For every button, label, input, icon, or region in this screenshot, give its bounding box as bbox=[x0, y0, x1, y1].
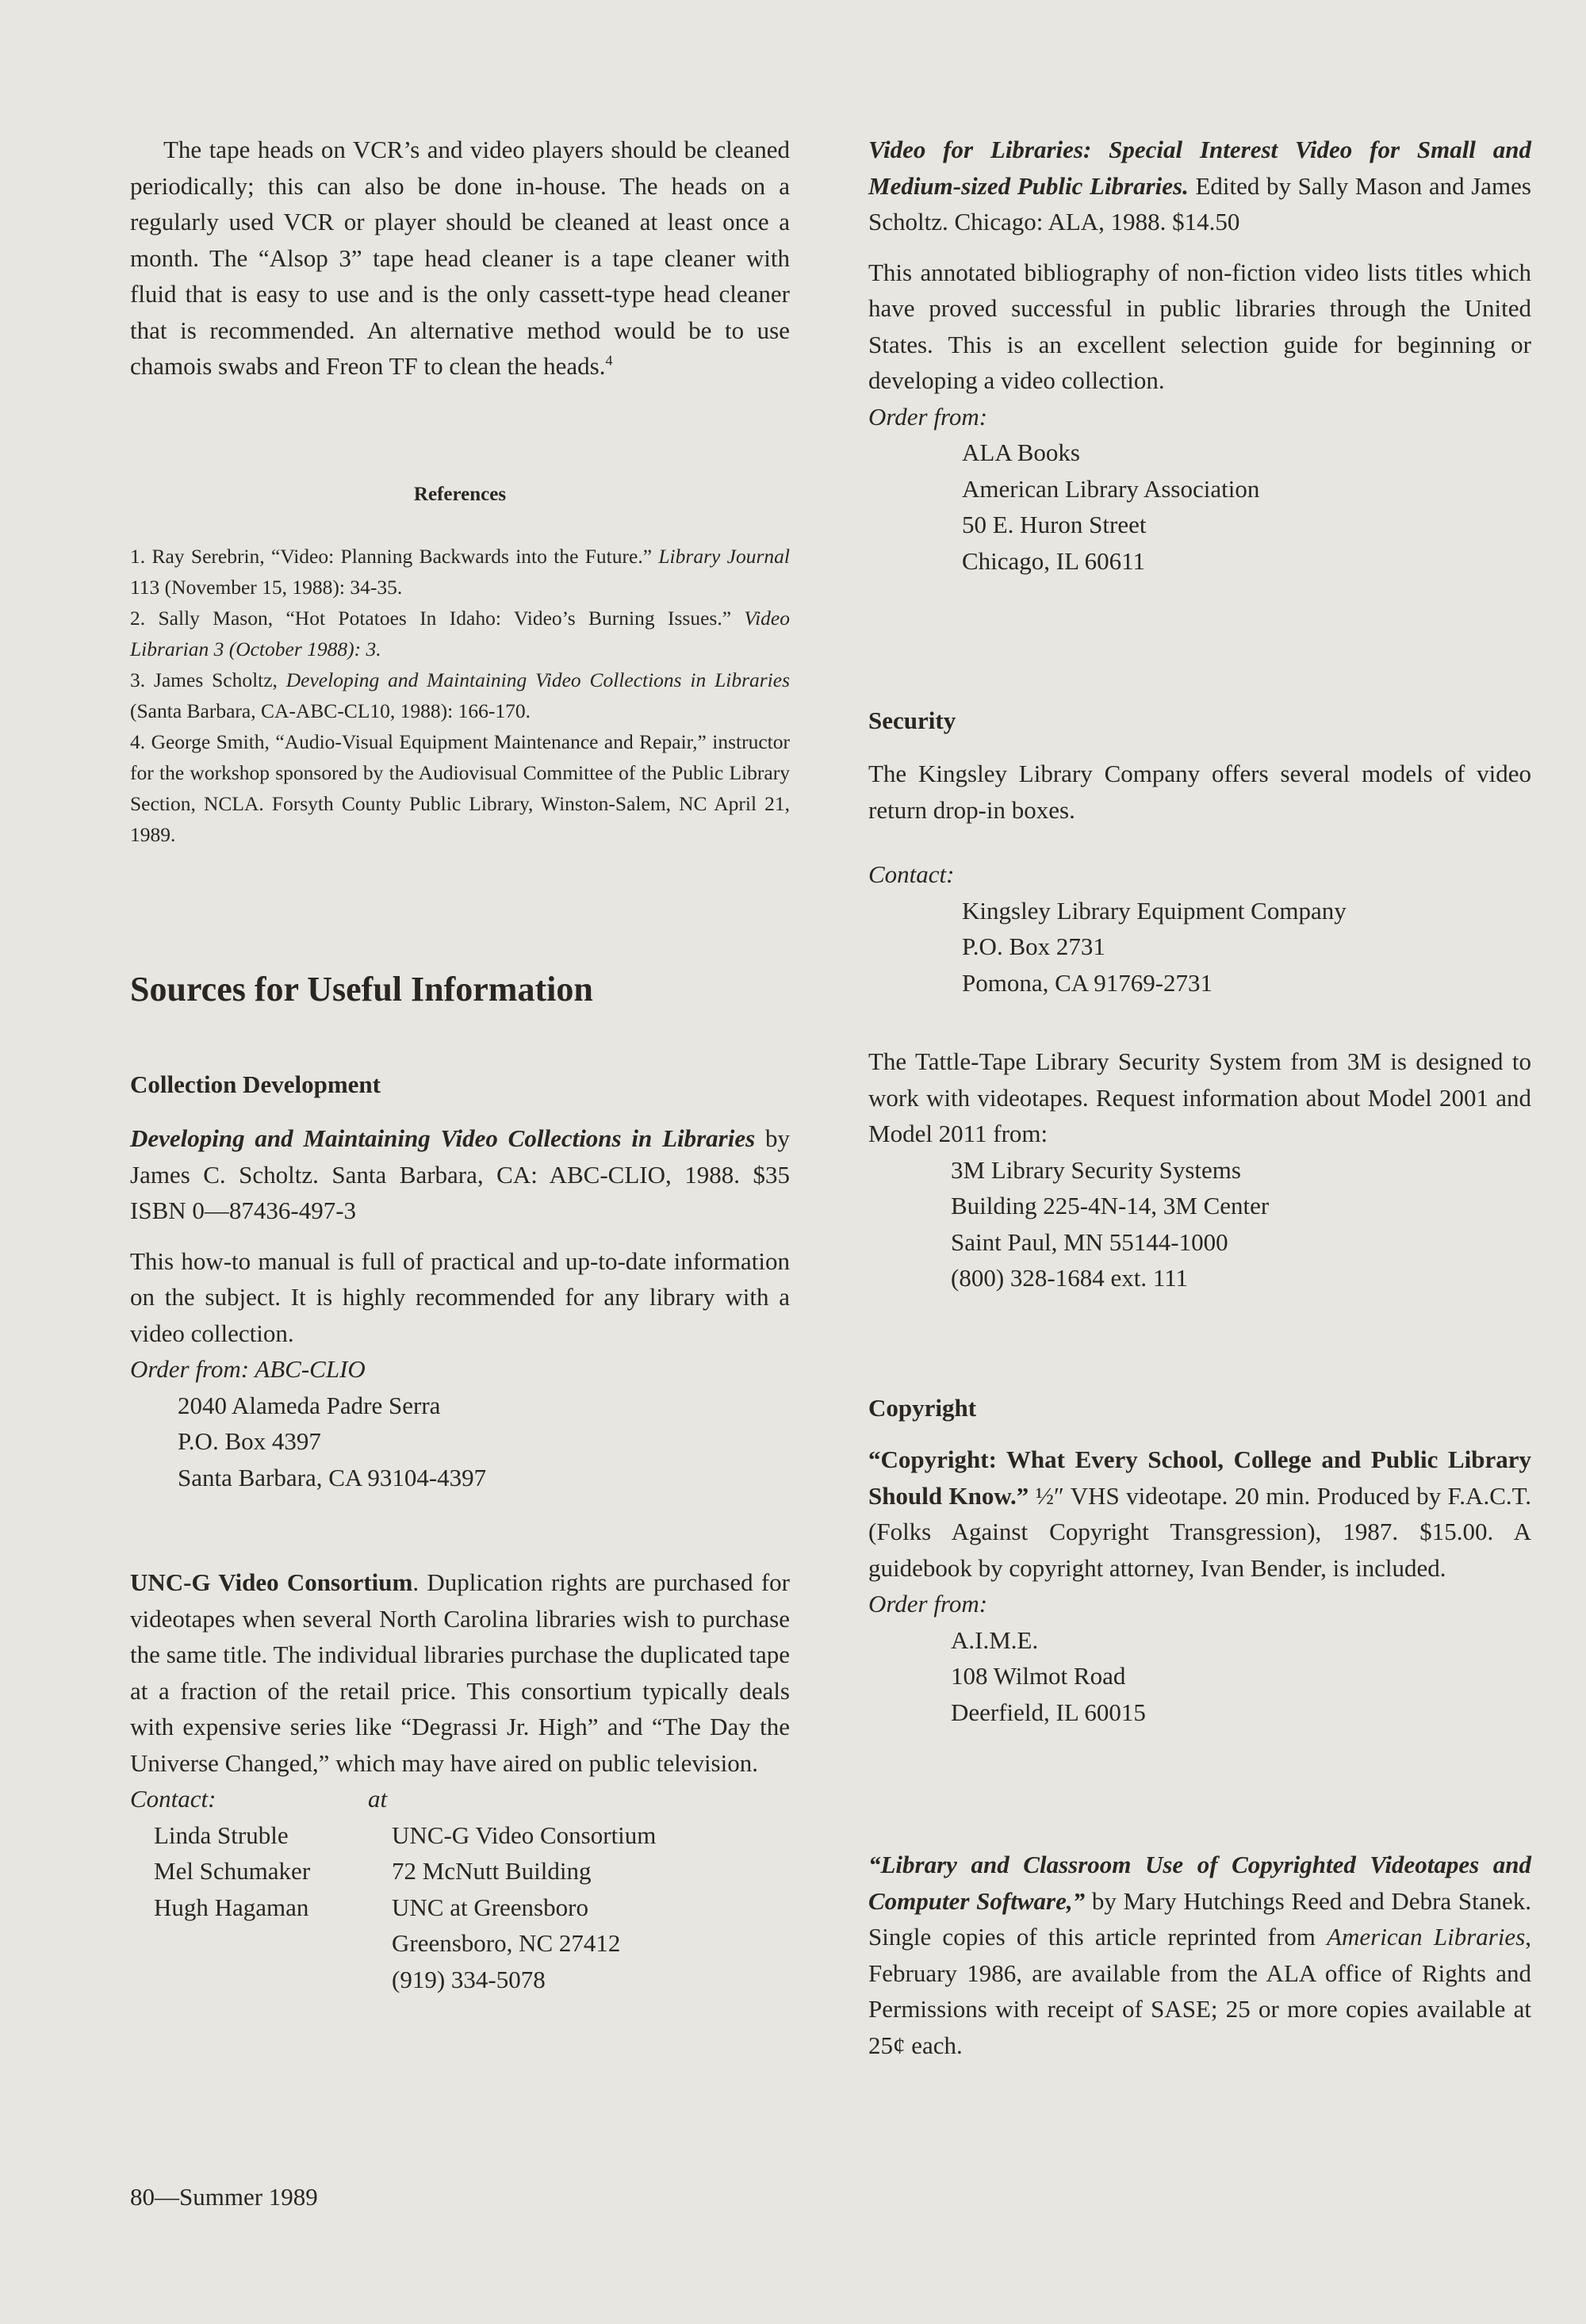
scholtz-entry: Developing and Maintaining Video Collections in Libraries by James C. Scholtz. Santa Barbara, CA: ABC-CLIO, 1988. $35 ISBN 0—87436-497-3 This how-to manual is full of practical and up-to-date information on the subject. It is highly recommended for any library with a video collection. Order from: ABC-CLIO 2040 Alameda Padre Serra P.O. Box 4397 Santa Barbara, CA 93104-4397 bbox=[130, 1120, 790, 1495]
contact-name bbox=[154, 1925, 392, 1962]
fact-entry: “Copyright: What Every School, College and Public Library Should Know.” ½″ VHS videotape. 20 min. Produced by F.A.C.T. (Folks Against Copyright Transgression), 1987. $15.00. A guidebook by copyright attorney, Ivan Bender, is included. Order from: A.I.M.E. 108 Wilmot Road Deerfield, IL 60015 bbox=[868, 1441, 1531, 1730]
contact-address-line: UNC at Greensboro bbox=[392, 1893, 588, 1921]
collection-development-heading: Collection Development bbox=[130, 1070, 381, 1098]
contact-address-line: UNC-G Video Consortium bbox=[392, 1821, 657, 1849]
intro-paragraph: The tape heads on VCR’s and video players should be cleaned periodically; this can also be done in-house. The heads on a regularly used VCR or player should be cleaned at least once a month. The “Alsop 3” tape head cleaner is a tape cleaner with fluid that is easy to use and is the only cassett-type head cleaner that is recommended. An alternative method would be to use chamois swabs and Freon TF to clean the heads.$^4$ bbox=[130, 136, 790, 380]
reference-item: 1. Ray Serebrin, “Video: Planning Backwards into the Future.” Library Journal 113 (November 15, 1988): 34-35. bbox=[130, 545, 790, 599]
sources-heading: Sources for Useful Information bbox=[130, 970, 593, 1009]
scholtz-address: 2040 Alameda Padre Serra P.O. Box 4397 Santa Barbara, CA 93104-4397 bbox=[178, 1391, 487, 1491]
scholtz-description: This how-to manual is full of practical and up-to-date information on the subject. It is highly recommended for any library with a video collection. bbox=[130, 1246, 790, 1347]
references-list bbox=[130, 541, 790, 850]
security-heading: Security bbox=[868, 706, 956, 734]
uncg-contacts: Contact: at bbox=[130, 1785, 388, 1813]
contact-address-line: 72 McNutt Building bbox=[392, 1857, 592, 1885]
contact-address-line: (919) 334-5078 bbox=[392, 1965, 546, 1993]
footnote-marker: 4 bbox=[605, 352, 613, 369]
3m-address: 3M Library Security Systems Building 225-4N-14, 3M Center Saint Paul, MN 55144-1000 (800) 328-1684 ext. 111 bbox=[951, 1155, 1270, 1292]
aime-address: A.I.M.E. 108 Wilmot Road Deerfield, IL 60015 bbox=[951, 1625, 1146, 1726]
video-for-libraries-entry: Video for Libraries: Special Interest Video for Small and Medium-sized Public Libraries. Edited by Sally Mason and James Scholtz. Chicago: ALA, 1988. $14.50 This annotated bibliography of non-fiction video lists titles which have proved successful in public libraries through the United States. This is an excellent selection guide for beginning or developing a video collection. Order from: ALA Books American Library Association 50 E. Huron Street Chicago, IL 60611 bbox=[868, 132, 1531, 579]
reference-item: 3. James Scholtz, Developing and Maintaining Video Collections in Libraries (Santa Barbara, CA-ABC-CL10, 1988): 166-170. bbox=[130, 668, 791, 722]
reference-item: 2. Sally Mason, “Hot Potatoes In Idaho: Video’s Burning Issues.” Video Librarian 3 (October 1988): 3. bbox=[130, 607, 790, 660]
contact-name: Hugh Hagaman bbox=[154, 1893, 309, 1921]
vfl-description: This annotated bibliography of non-fiction video lists titles which have proved successful in public libraries through the United States. This is an excellent selection guide for beginning or developing a video collection. bbox=[868, 258, 1531, 394]
order-from-label: Order from: ABC-CLIO bbox=[130, 1355, 366, 1383]
reference-item: 4. George Smith, “Audio-Visual Equipment Maintenance and Repair,” instructor for the workshop sponsored by the Audiovisual Committee of the Public Library Section, NCLA. Forsyth County Public Library, Winston-Salem, NC April 21, 1989. bbox=[130, 730, 790, 846]
contact-name: Linda Struble bbox=[154, 1821, 289, 1849]
uncg-contact-table bbox=[130, 1817, 790, 1998]
page-footer: 80—Summer 1989 bbox=[130, 2183, 318, 2211]
kingsley-entry: The Kingsley Library Company offers several models of video return drop-in boxes. Contact: Kingsley Library Equipment Company P.O. Box 2731 Pomona, CA 91769-2731 bbox=[868, 756, 1531, 1001]
contact-address-line: Greensboro, NC 27412 bbox=[392, 1929, 621, 1957]
references-heading: References bbox=[413, 484, 507, 505]
contact-name: Mel Schumaker bbox=[154, 1857, 311, 1885]
copyright-heading: Copyright bbox=[868, 1394, 977, 1422]
library-classroom-entry: “Library and Classroom Use of Copyrighted Videotapes and Computer Software,” by Mary Hutchings Reed and Debra Stanek. Single copies of this article reprinted from American Libraries, February 1986, are available from the ALA office of Rights and Permissions with receipt of SASE; 25 or more copies available at 25¢ each. bbox=[868, 1851, 1532, 2059]
ala-address: ALA Books American Library Association 50 E. Huron Street Chicago, IL 60611 bbox=[962, 438, 1260, 575]
tattle-tape-entry: The Tattle-Tape Library Security System from 3M is designed to work with videotapes. Request information about Model 2001 and Model 2011 from: 3M Library Security Systems Building 225-4N-14, 3M Center Saint Paul, MN 55144-1000 (800) 328-1684 ext. 111 bbox=[868, 1043, 1531, 1296]
uncg-entry: UNC-G Video Consortium. Duplication rights are purchased for videotapes when several North Carolina libraries wish to purchase the same title. The individual libraries purchase the duplicated tape at a fraction of the retail price. This consortium typically deals with expensive series like “Degrassi Jr. High” and “The Day the Universe Changed,” which may have aired on public television. Contact: at Linda Struble UNC-G Video Consortium Mel Schumaker 72 McNutt Building Hugh Hagaman UNC at Greensboro Greensboro, NC 27412 (919) 334-5078 bbox=[130, 1564, 790, 1997]
kingsley-address: Kingsley Library Equipment Company P.O. Box 2731 Pomona, CA 91769-2731 bbox=[962, 896, 1347, 997]
contact-name bbox=[154, 1962, 392, 1998]
